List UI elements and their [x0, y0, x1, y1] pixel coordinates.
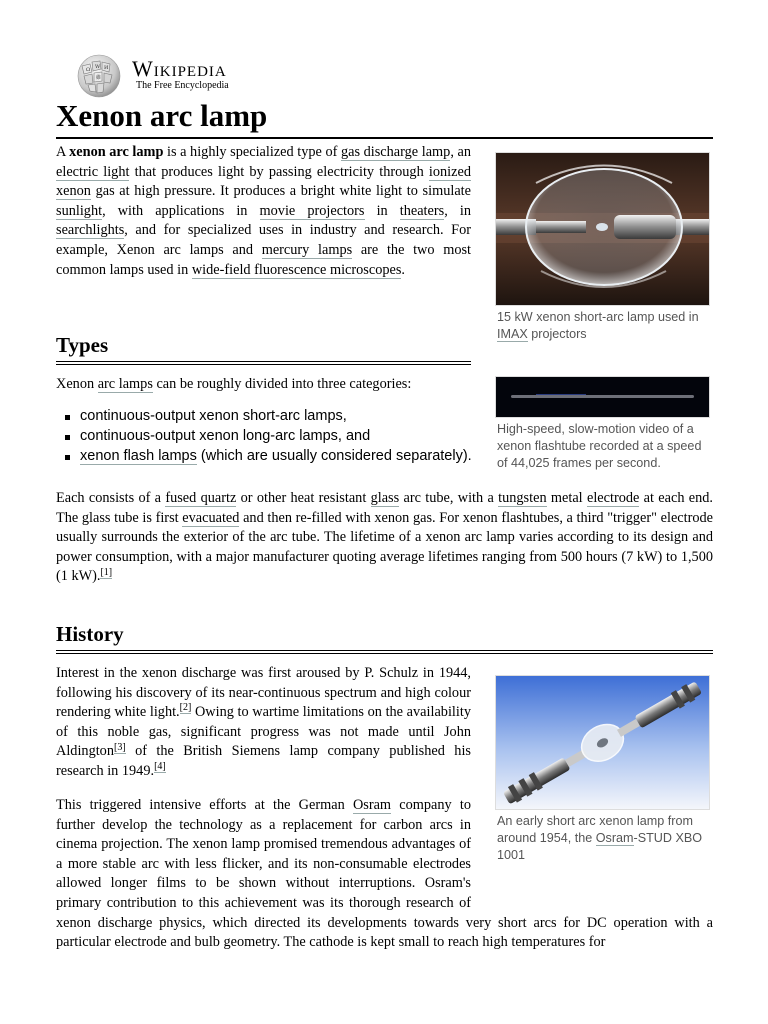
early-xenon-lamp-photo[interactable]: [495, 675, 710, 810]
link-theaters[interactable]: theaters: [399, 202, 445, 219]
xenon-short-arc-lamp-photo[interactable]: [495, 152, 710, 306]
link-sunlight[interactable]: sunlight: [56, 202, 103, 219]
link-movie-projectors[interactable]: movie projectors: [259, 202, 365, 219]
types-text: at each end. The glass tube is first: [56, 490, 713, 526]
history-text: Owing to wartime limitations on the availability of this noble gas, significant progress was not made until John Aldington: [56, 704, 471, 760]
figure-short-arc-lamp: [495, 152, 710, 343]
svg-text:Ω: Ω: [86, 67, 91, 73]
link-wide-field-fluorescence-microscopes[interactable]: wide-field fluorescence microscopes: [191, 261, 402, 278]
citation: [100, 567, 112, 579]
intro-text: .: [401, 261, 405, 278]
figure-flashtube-video: [495, 376, 710, 472]
link-electric-light[interactable]: electric light: [56, 163, 130, 180]
page-title: Xenon arc lamp: [56, 96, 713, 139]
types-lead-paragraph: [56, 375, 471, 395]
types-text: metal: [546, 490, 587, 506]
wikipedia-wordmark: Wikipedia: [132, 56, 227, 81]
intro-text: , and for specialized uses in industry and research. For example, Xenon arc lamps and: [56, 222, 471, 258]
types-lead-text: Xenon: [56, 376, 98, 392]
types-list: [56, 408, 495, 468]
types-text: Each consists of a: [56, 490, 166, 506]
float-spacer: [471, 796, 713, 896]
intro-text: , an: [450, 144, 471, 160]
history-text: of the British Siemens lamp company published his research in 1949.: [56, 743, 471, 779]
list-item: continuous-output xenon short-arc lamps,: [80, 408, 495, 425]
intro-bold-term: xenon arc lamp: [69, 144, 164, 160]
link-osram[interactable]: Osram: [352, 797, 392, 813]
history-text: company to further develop the technology as a replacement for carbon arcs in cinema projection. The xenon lamp promised tremendous advantages of a more stable arc with less flicker, and its non-consumable electrodes allowed longer films to be shown without interruptions. Osram's primary contribution to this achievement was its thorough research of xenon discharge physics, which directed its developments towards very short arcs for DC operation with a particular electrode and bulb geometry. The cathode is kept small to reach high temperatures for: [56, 797, 713, 951]
types-text: arc tube, with a: [399, 490, 499, 506]
link-gas-discharge-lamp[interactable]: gas discharge lamp: [340, 144, 451, 160]
flashtube-video-still[interactable]: [495, 376, 710, 418]
intro-text: are the two most common lamps used in: [56, 241, 471, 278]
citation: [154, 761, 166, 773]
history-text: This triggered intensive efforts at the German: [56, 797, 353, 813]
link-tungsten[interactable]: tungsten: [498, 490, 547, 506]
link-xenon-flash-lamps[interactable]: xenon flash lamps: [80, 448, 197, 464]
history-text: Interest in the xenon discharge was first aroused by P. Schulz in 1944, following his discovery of its near-continuous spectrum and high colour rendering white light.: [56, 665, 471, 721]
figure-caption: [495, 309, 710, 343]
link-searchlights[interactable]: searchlights: [56, 222, 125, 239]
link-xenon[interactable]: xenon: [56, 183, 91, 200]
list-item: continuous-output xenon long-arc lamps, and: [80, 428, 495, 445]
section-heading-history: History: [56, 620, 713, 654]
link-arc-lamps[interactable]: arc lamps: [97, 376, 153, 392]
citation-link-3[interactable]: [3]: [113, 741, 126, 753]
history-paragraph-1: [56, 664, 471, 782]
link-mercury-lamps[interactable]: mercury lamps: [261, 241, 353, 258]
wikipedia-tagline: The Free Encyclopedia: [136, 80, 229, 91]
svg-text:И: И: [104, 65, 109, 71]
citation: [180, 702, 192, 714]
wikipedia-globe-icon: [74, 54, 124, 98]
citation-link-2[interactable]: [2]: [179, 702, 192, 714]
caption-text: projectors: [527, 327, 587, 341]
list-item: [80, 448, 495, 465]
intro-text: is a highly specialized type of: [163, 144, 341, 160]
wikipedia-logo[interactable]: [74, 52, 274, 100]
link-fused-quartz[interactable]: fused quartz: [165, 490, 237, 506]
intro-text: gas at high pressure. It produces a bright white light to simulate: [90, 183, 471, 200]
intro-text: in: [364, 202, 400, 219]
types-text: or other heat resistant: [236, 490, 371, 506]
citation: [114, 742, 126, 754]
intro-text: , with applications in: [102, 202, 260, 219]
citation-link-1[interactable]: [1]: [100, 566, 113, 578]
types-paragraph: [56, 489, 713, 587]
section-heading-types: Types: [56, 331, 471, 365]
types-lead-text: can be roughly divided into three categories:: [152, 376, 412, 392]
intro-text: A: [56, 144, 70, 160]
svg-text:維: 維: [96, 75, 102, 81]
svg-text:W: W: [95, 64, 101, 70]
link-imax[interactable]: IMAX: [497, 327, 528, 341]
link-electrode[interactable]: electrode: [586, 490, 640, 506]
intro-text: , in: [444, 202, 471, 219]
link-ionized[interactable]: ionized: [428, 163, 471, 180]
link-osram-caption[interactable]: Osram: [595, 831, 634, 845]
citation-link-4[interactable]: [4]: [154, 761, 166, 773]
intro-paragraph: [56, 143, 471, 280]
list-item-text: (which are usually considered separately).: [196, 448, 472, 464]
types-text: and then re-filled with xenon gas. For xenon flashtubes, a third "trigger" electrode usually surrounds the exterior of the arc tube. The lifetime of a xenon arc lamp varies according to its design and power consumption, with a major manufacturer quoting average lifetimes ranging from 500 hours (7 kW) to 1,500 (1 kW).: [56, 509, 714, 585]
link-glass[interactable]: glass: [370, 490, 400, 506]
link-evacuated[interactable]: evacuated: [182, 509, 240, 526]
caption-text: An early short arc xenon lamp from around 1954, the: [497, 814, 693, 845]
history-paragraph-2: [56, 796, 713, 956]
figure-caption: High-speed, slow-motion video of a xenon flashtube recorded at a speed of 44,025 frames per second.: [497, 422, 702, 470]
intro-text: that produces light by passing electricity through: [129, 163, 429, 180]
caption-text: -STUD XBO 1001: [497, 831, 703, 862]
caption-text: 15 kW xenon short-arc lamp used in: [497, 310, 699, 324]
